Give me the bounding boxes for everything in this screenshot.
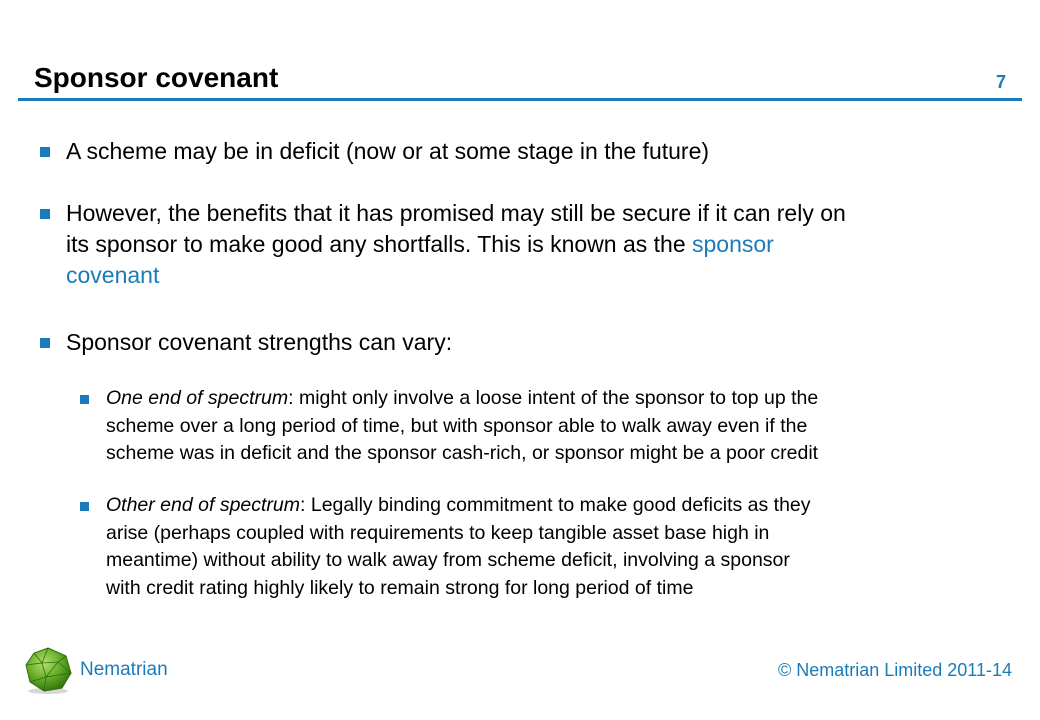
sponsor-term: sponsor: [692, 231, 774, 257]
sub-bullet-2-line-1-rest: : Legally binding commitment to make good deficits as they: [300, 494, 811, 516]
sub-bullet-1-label: One end of spectrum: [106, 387, 289, 409]
sub-bullet-1-line-1-rest: : might only involve a loose intent of the sponsor to top up the: [288, 387, 819, 409]
title-rule: [18, 98, 1022, 101]
bullet-2-text: [66, 198, 1006, 291]
sub-bullet-2-label: Other end of spectrum: [106, 494, 301, 516]
sub-bullet-2: [106, 492, 1016, 602]
sub-bullet-1: [106, 385, 1016, 468]
bullet-2-line-2-text: its sponsor to make good any shortfalls. This is known as the: [66, 231, 692, 257]
sub-bullet-marker: [80, 502, 89, 511]
bullet-marker: [40, 209, 50, 219]
sub-bullet-1-line-1: [106, 385, 1016, 413]
bullet-2-line-2: [66, 229, 1006, 260]
bullet-2-line-1: However, the benefits that it has promised may still be secure if it can rely on: [66, 200, 846, 226]
sub-bullet-2-line-2: arise (perhaps coupled with requirements to keep tangible asset base high in: [106, 521, 770, 544]
slide-number: 7: [995, 72, 1006, 92]
bullet-marker: [40, 147, 50, 157]
bullet-1-text: A scheme may be in deficit (now or at some stage in the future): [66, 138, 710, 164]
sub-bullet-2-line-3: meantime) without ability to walk away from scheme deficit, involving a sponsor: [106, 549, 790, 571]
nematrian-logo-icon: [22, 646, 74, 694]
bullet-3-text: Sponsor covenant strengths can vary:: [66, 329, 453, 355]
footer-brand: Nematrian: [80, 659, 168, 680]
covenant-term: covenant: [66, 262, 160, 288]
slide-title: Sponsor covenant: [34, 62, 279, 93]
bullet-marker: [40, 338, 50, 348]
sub-bullet-2-line-1: [106, 492, 1016, 520]
sub-bullet-2-line-4: with credit rating highly likely to remain strong for long period of time: [106, 576, 694, 599]
footer-copyright: © Nematrian Limited 2011-14: [777, 660, 1012, 680]
sub-bullet-1-line-3: scheme was in deficit and the sponsor cash-rich, or sponsor might be a poor credit: [106, 442, 819, 464]
sub-bullet-marker: [80, 395, 89, 404]
sub-bullet-1-line-2: scheme over a long period of time, but with sponsor able to walk away even if the: [106, 414, 808, 437]
